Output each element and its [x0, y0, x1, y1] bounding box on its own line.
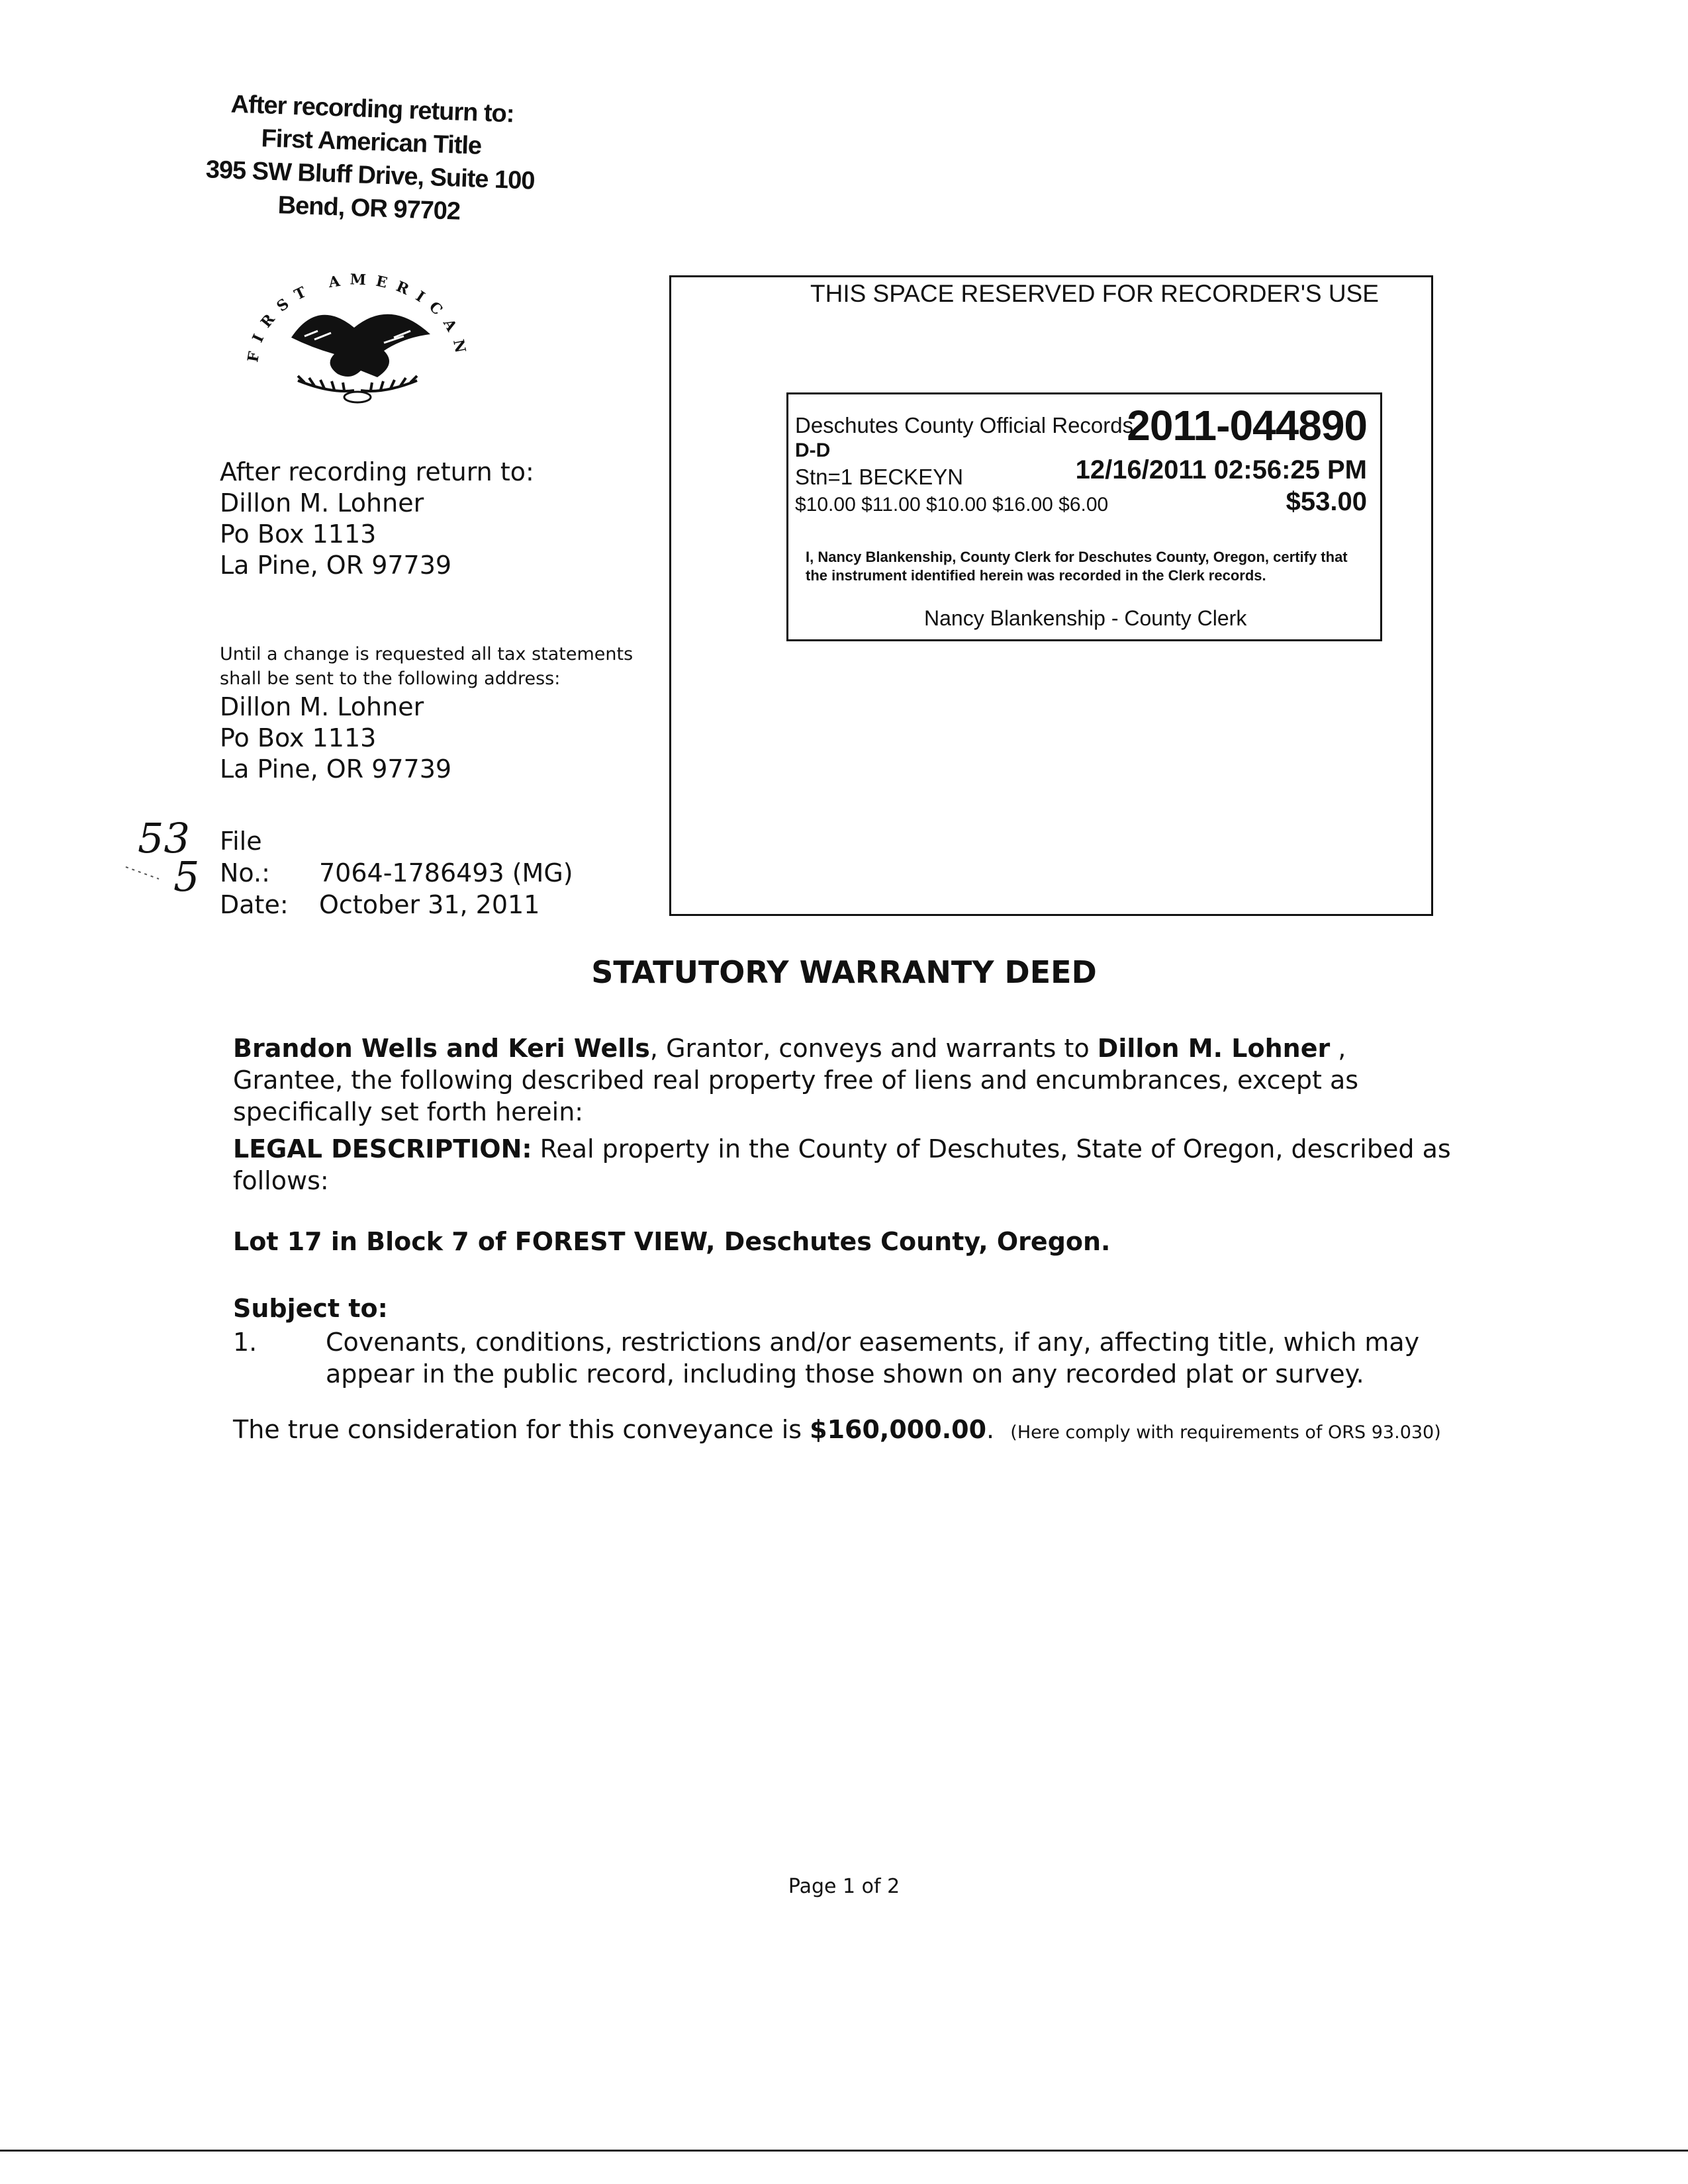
recording-total: $53.00: [1286, 487, 1367, 516]
tax-note-line: shall be sent to the following address:: [220, 668, 561, 689]
grantee-name: Dillon M. Lohner: [1097, 1034, 1331, 1063]
subject-item: [233, 1326, 1458, 1390]
file-number-value: 7064-1786493 (MG): [319, 858, 573, 887]
lot-text: Lot 17 in Block 7 of FOREST VIEW, Deschutes County, Oregon.: [233, 1227, 1111, 1256]
recording-timestamp: 12/16/2011 02:56:25 PM: [1075, 455, 1367, 484]
consideration-amount: $160,000.00: [810, 1415, 987, 1444]
handwritten-marks: [119, 813, 218, 899]
handwritten-number: 53: [138, 814, 190, 862]
recording-fees: $10.00 $11.00 $10.00 $16.00 $6.00: [795, 494, 1109, 516]
record-number: 2011-044890: [1127, 402, 1367, 449]
legal-description-text: Real property in the County of Deschutes, State of Oregon, described as follows:: [233, 1134, 1451, 1195]
consideration-paragraph: [233, 1414, 1458, 1449]
ors-note: (Here comply with requirements of ORS 93.030): [1010, 1422, 1441, 1443]
consideration-text: The true consideration for this conveyance is: [233, 1415, 810, 1444]
file-number-label: File No.:: [220, 827, 270, 887]
page-number: Page 1 of 2: [788, 1875, 900, 1898]
records-label: Deschutes County Official Records: [795, 413, 1134, 437]
subject-to-heading: Subject to:: [233, 1294, 388, 1323]
legal-description-label: LEGAL DESCRIPTION:: [233, 1134, 532, 1163]
return-to-name: Dillon M. Lohner: [220, 488, 424, 518]
stamp-line: First American Title: [260, 124, 482, 160]
tax-name: Dillon M. Lohner: [220, 692, 424, 721]
return-stamp: [197, 87, 545, 231]
recorder-box-title: THIS SPACE RESERVED FOR RECORDER'S USE: [810, 280, 1379, 307]
tax-note-line: Until a change is requested all tax statements: [220, 644, 633, 664]
tax-street: Po Box 1113: [220, 723, 377, 752]
clerk-name: Nancy Blankenship - County Clerk: [924, 606, 1247, 630]
conveyance-text-end: , Grantee, the following described real property free of liens and encumbrances, except as specifically set forth herein:: [233, 1034, 1359, 1126]
recorder-box: [669, 275, 1433, 916]
date-label: Date:: [220, 890, 289, 919]
station: Stn=1 BECKEYN: [795, 465, 964, 489]
stamp-line: After recording return to:: [230, 90, 515, 128]
document-type: D-D: [795, 439, 831, 461]
grantor-names: Brandon Wells and Keri Wells: [233, 1034, 650, 1063]
consideration-period: .: [986, 1415, 995, 1444]
scan-edge-line: [0, 2150, 1688, 2152]
tax-statement-note: [220, 642, 696, 691]
tax-city: La Pine, OR 97739: [220, 754, 452, 784]
subject-item-text: Covenants, conditions, restrictions and/or easements, if any, affecting title, which may appear in the public record, including those shown on any recorded plat or survey.: [326, 1328, 1420, 1388]
eagle-icon: [238, 265, 477, 417]
conveyance-paragraph: [233, 1032, 1458, 1128]
return-to-address: [220, 457, 534, 581]
legal-description: [233, 1133, 1458, 1197]
return-to-heading: After recording return to:: [220, 457, 534, 486]
lot-description: [233, 1226, 1458, 1257]
stamp-line: 395 SW Bluff Drive, Suite 100: [205, 156, 536, 195]
stamp-line: Bend, OR 97702: [277, 191, 461, 226]
return-to-city: La Pine, OR 97739: [220, 551, 452, 580]
clerk-certification: I, Nancy Blankenship, County Clerk for Deschutes County, Oregon, certify that the instrument identified herein was recorded in the Clerk records.: [806, 549, 1348, 584]
deed-title: STATUTORY WARRANTY DEED: [591, 954, 1097, 990]
date-value: October 31, 2011: [319, 890, 540, 919]
handwritten-number: 5: [173, 852, 200, 899]
tax-address: [220, 692, 451, 785]
subject-item-number: 1.: [233, 1328, 258, 1357]
conveyance-text: , Grantor, conveys and warrants to: [649, 1034, 1098, 1063]
recording-label: [786, 392, 1382, 641]
file-info: [220, 825, 573, 921]
return-to-street: Po Box 1113: [220, 520, 377, 549]
logo-arc-text: FIRST AMERICAN: [244, 271, 471, 364]
